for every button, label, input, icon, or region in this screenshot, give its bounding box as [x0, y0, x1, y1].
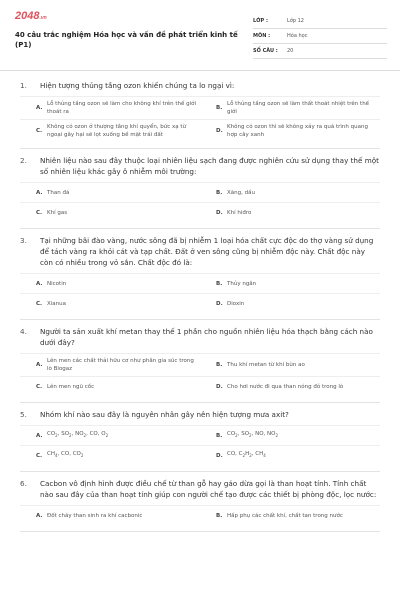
answer-option[interactable] [20, 97, 200, 119]
answer-options [20, 353, 380, 396]
option-text: Than đá [47, 189, 70, 196]
formula-part: CH [47, 451, 55, 458]
meta-table [253, 14, 387, 59]
option-letter: B. [216, 512, 223, 519]
document-title: 40 câu trắc nghiệm Hóa học và vấn đề phát triển kinh tế (P1) [15, 31, 238, 49]
question-body: Cacbon vô định hình được điều chế từ than gỗ hay gáo dừa gọi là than hoạt tính. Tính chất nào sau đây của than hoạt tính giúp con người chế tạo được các thiết bị phòng độc, lọc nước: [40, 479, 377, 499]
answer-options [20, 182, 380, 222]
answer-option[interactable] [200, 97, 380, 119]
option-letter: C. [36, 128, 43, 134]
option-text: Không có ozon ở thượng tầng khí quyển, bức xạ từ ngoại gây hại sẽ lọt xuống bề mặt trái đất [47, 124, 187, 138]
answer-option[interactable] [20, 120, 200, 142]
option-text: Hấp phụ các chất khí, chất tan trong nước [227, 512, 343, 519]
option-letter: B. [216, 432, 223, 439]
question-6 [0, 472, 400, 532]
meta-key: MÔN : [253, 33, 271, 39]
formula-subscript: 2 [249, 433, 252, 439]
formula-subscript: 2 [235, 433, 238, 439]
answer-option[interactable] [20, 277, 200, 291]
question-list [0, 74, 400, 532]
question-text [20, 409, 380, 420]
question-5 [0, 403, 400, 472]
option-row [20, 273, 380, 293]
option-letter: B. [216, 280, 223, 287]
answer-option[interactable] [200, 206, 380, 220]
meta-value: Hóa học [287, 33, 308, 39]
option-text: Khí hiđro [227, 209, 252, 216]
option-letter: A. [36, 432, 43, 439]
formula-part: , NO [71, 431, 84, 438]
option-row [20, 376, 380, 396]
question-body: Nhiên liệu nào sau đây thuộc loại nhiên liệu sạch đang được nghiên cứu sử dụng thay thế một số nhiên liệu khác gây ô nhiễm môi trường: [40, 156, 379, 176]
option-row [20, 202, 380, 222]
option-row [20, 182, 380, 202]
question-number: 1. [20, 81, 27, 90]
option-text: Lỗ thủng tầng ozon sẽ làm cho không khí trên thế giới thoát ra [47, 101, 197, 115]
question-number: 3. [20, 236, 27, 245]
question-number: 6. [20, 479, 27, 488]
option-row [20, 445, 380, 465]
formula-subscript: 2 [249, 453, 252, 459]
answer-option[interactable] [200, 277, 380, 291]
formula-subscript: 2 [69, 433, 72, 439]
option-letter: D. [216, 383, 223, 390]
meta-key: LỚP : [253, 18, 268, 24]
answer-option[interactable] [200, 186, 380, 200]
answer-option[interactable] [200, 509, 380, 523]
option-text: Không có ozon thì sẽ không xảy ra quá trình quang hợp cây xanh [227, 124, 368, 138]
option-text [47, 450, 83, 460]
question-4 [0, 320, 400, 403]
formula-part: , CO, CO [57, 451, 81, 458]
option-text [227, 430, 278, 440]
answer-option[interactable] [20, 447, 200, 463]
answer-option[interactable] [200, 297, 380, 311]
formula-part: , CH [251, 451, 264, 458]
question-body: Người ta sản xuất khí metan thay thế 1 phần cho nguồn nhiên liệu hóa thạch bằng cách nào dưới đây? [40, 327, 373, 347]
formula-subscript: 2 [80, 453, 84, 459]
option-text: Lên men ngũ cốc [47, 383, 95, 390]
option-letter: C. [36, 209, 43, 216]
formula-part: H [245, 451, 250, 458]
option-letter: C. [36, 452, 43, 459]
formula-subscript: 2 [242, 453, 246, 459]
meta-row-count [253, 44, 387, 59]
question-text [20, 326, 380, 348]
formula-subscript: 2 [105, 433, 109, 439]
option-letter: A. [36, 512, 43, 519]
option-text: Lên men các chất thải hữu cơ như phân gia súc trong lò Biogaz [47, 358, 194, 372]
answer-option[interactable] [20, 206, 200, 220]
meta-value: Lớp 12 [287, 18, 304, 24]
option-row [20, 96, 380, 119]
formula-part: CO, C [227, 451, 243, 458]
option-text: Cho hơi nước đi qua than nóng đỏ trong lò [227, 383, 344, 390]
option-letter: B. [216, 362, 223, 368]
question-number: 4. [20, 327, 27, 336]
formula-part: CO [47, 431, 56, 438]
answer-option[interactable] [200, 447, 380, 463]
site-logo[interactable]: 2048.vn [15, 10, 47, 22]
question-text [20, 80, 380, 91]
formula-part: , SO [237, 431, 250, 438]
option-text: Dioxin [227, 300, 245, 307]
answer-option[interactable] [200, 380, 380, 394]
question-text [20, 478, 380, 500]
answer-options [20, 505, 380, 525]
question-divider [20, 531, 380, 532]
answer-option[interactable] [200, 427, 380, 443]
answer-option[interactable] [20, 380, 200, 394]
answer-options [20, 425, 380, 465]
option-letter: A. [36, 280, 43, 287]
option-letter: C. [36, 300, 43, 307]
answer-option[interactable] [200, 358, 380, 372]
option-row [20, 119, 380, 142]
question-body: Hiện tượng thủng tầng ozon khiến chúng ta lo ngại vì: [40, 81, 235, 90]
option-letter: D. [216, 300, 223, 307]
formula-subscript: 2 [83, 433, 87, 439]
option-text: Thu khí metan từ khí bùn ao [227, 362, 305, 368]
formula-part: , NO, NO [251, 431, 276, 438]
meta-row-subject [253, 29, 387, 44]
formula-subscript: 2 [55, 433, 58, 439]
answer-option[interactable] [20, 427, 200, 443]
document-header [15, 10, 387, 58]
answer-option[interactable] [20, 186, 200, 200]
answer-option[interactable] [20, 354, 200, 376]
option-letter: A. [36, 362, 43, 368]
option-text: Nicotin [47, 280, 67, 287]
formula-subscript: 4 [263, 453, 266, 459]
option-text: Xăng, dầu [227, 189, 255, 196]
question-text [20, 155, 380, 177]
option-row [20, 425, 380, 445]
answer-option[interactable] [20, 297, 200, 311]
question-1 [0, 74, 400, 149]
formula-part: , SO [57, 431, 70, 438]
option-letter: C. [36, 383, 43, 390]
meta-value: 20 [287, 48, 294, 54]
question-number: 5. [20, 410, 27, 419]
option-row [20, 353, 380, 376]
option-letter: A. [36, 105, 43, 111]
option-letter: D. [216, 209, 223, 216]
option-text [47, 430, 108, 440]
option-text [227, 450, 266, 460]
meta-key: SỐ CÂU : [253, 48, 278, 54]
answer-option[interactable] [200, 120, 380, 142]
option-letter: B. [216, 105, 223, 111]
option-letter: D. [216, 128, 223, 134]
header-divider [0, 70, 400, 71]
option-row [20, 505, 380, 525]
answer-options [20, 96, 380, 142]
question-3 [0, 229, 400, 320]
formula-part: CO [227, 431, 236, 438]
option-text: Đốt cháy than sinh ra khí cacbonic [47, 512, 143, 519]
formula-subscript: 2 [275, 433, 279, 439]
question-text [20, 235, 380, 268]
option-row [20, 293, 380, 313]
question-number: 2. [20, 156, 27, 165]
question-2 [0, 149, 400, 229]
formula-subscript: 4 [54, 453, 58, 459]
option-text: Xianua [47, 300, 67, 307]
answer-options [20, 273, 380, 313]
question-body: Nhóm khí nào sau đây là nguyên nhân gây nên hiện tượng mưa axit? [40, 410, 289, 419]
meta-row-class [253, 14, 387, 29]
answer-option[interactable] [20, 509, 200, 523]
option-letter: A. [36, 189, 43, 196]
formula-part: , CO, O [86, 431, 106, 438]
option-text: Khí gas [47, 209, 68, 216]
option-letter: B. [216, 189, 223, 196]
option-text: Lỗ thủng tầng ozon sẽ làm thất thoát nhiệt trên thế giới [227, 101, 370, 115]
option-text: Thủy ngân [227, 280, 257, 287]
question-body: Tại những bãi đào vàng, nước sông đã bị nhiễm 1 loại hóa chất cực độc do thợ vàng sử dụng để tách vàng ra khỏi cát và tạp chất. Đất ở ven sông cũng bị nhiễm độc này. Chất độc này còn có nhiều trong vỏ sắn. Chất độc đó là: [40, 236, 374, 267]
option-letter: D. [216, 452, 223, 459]
